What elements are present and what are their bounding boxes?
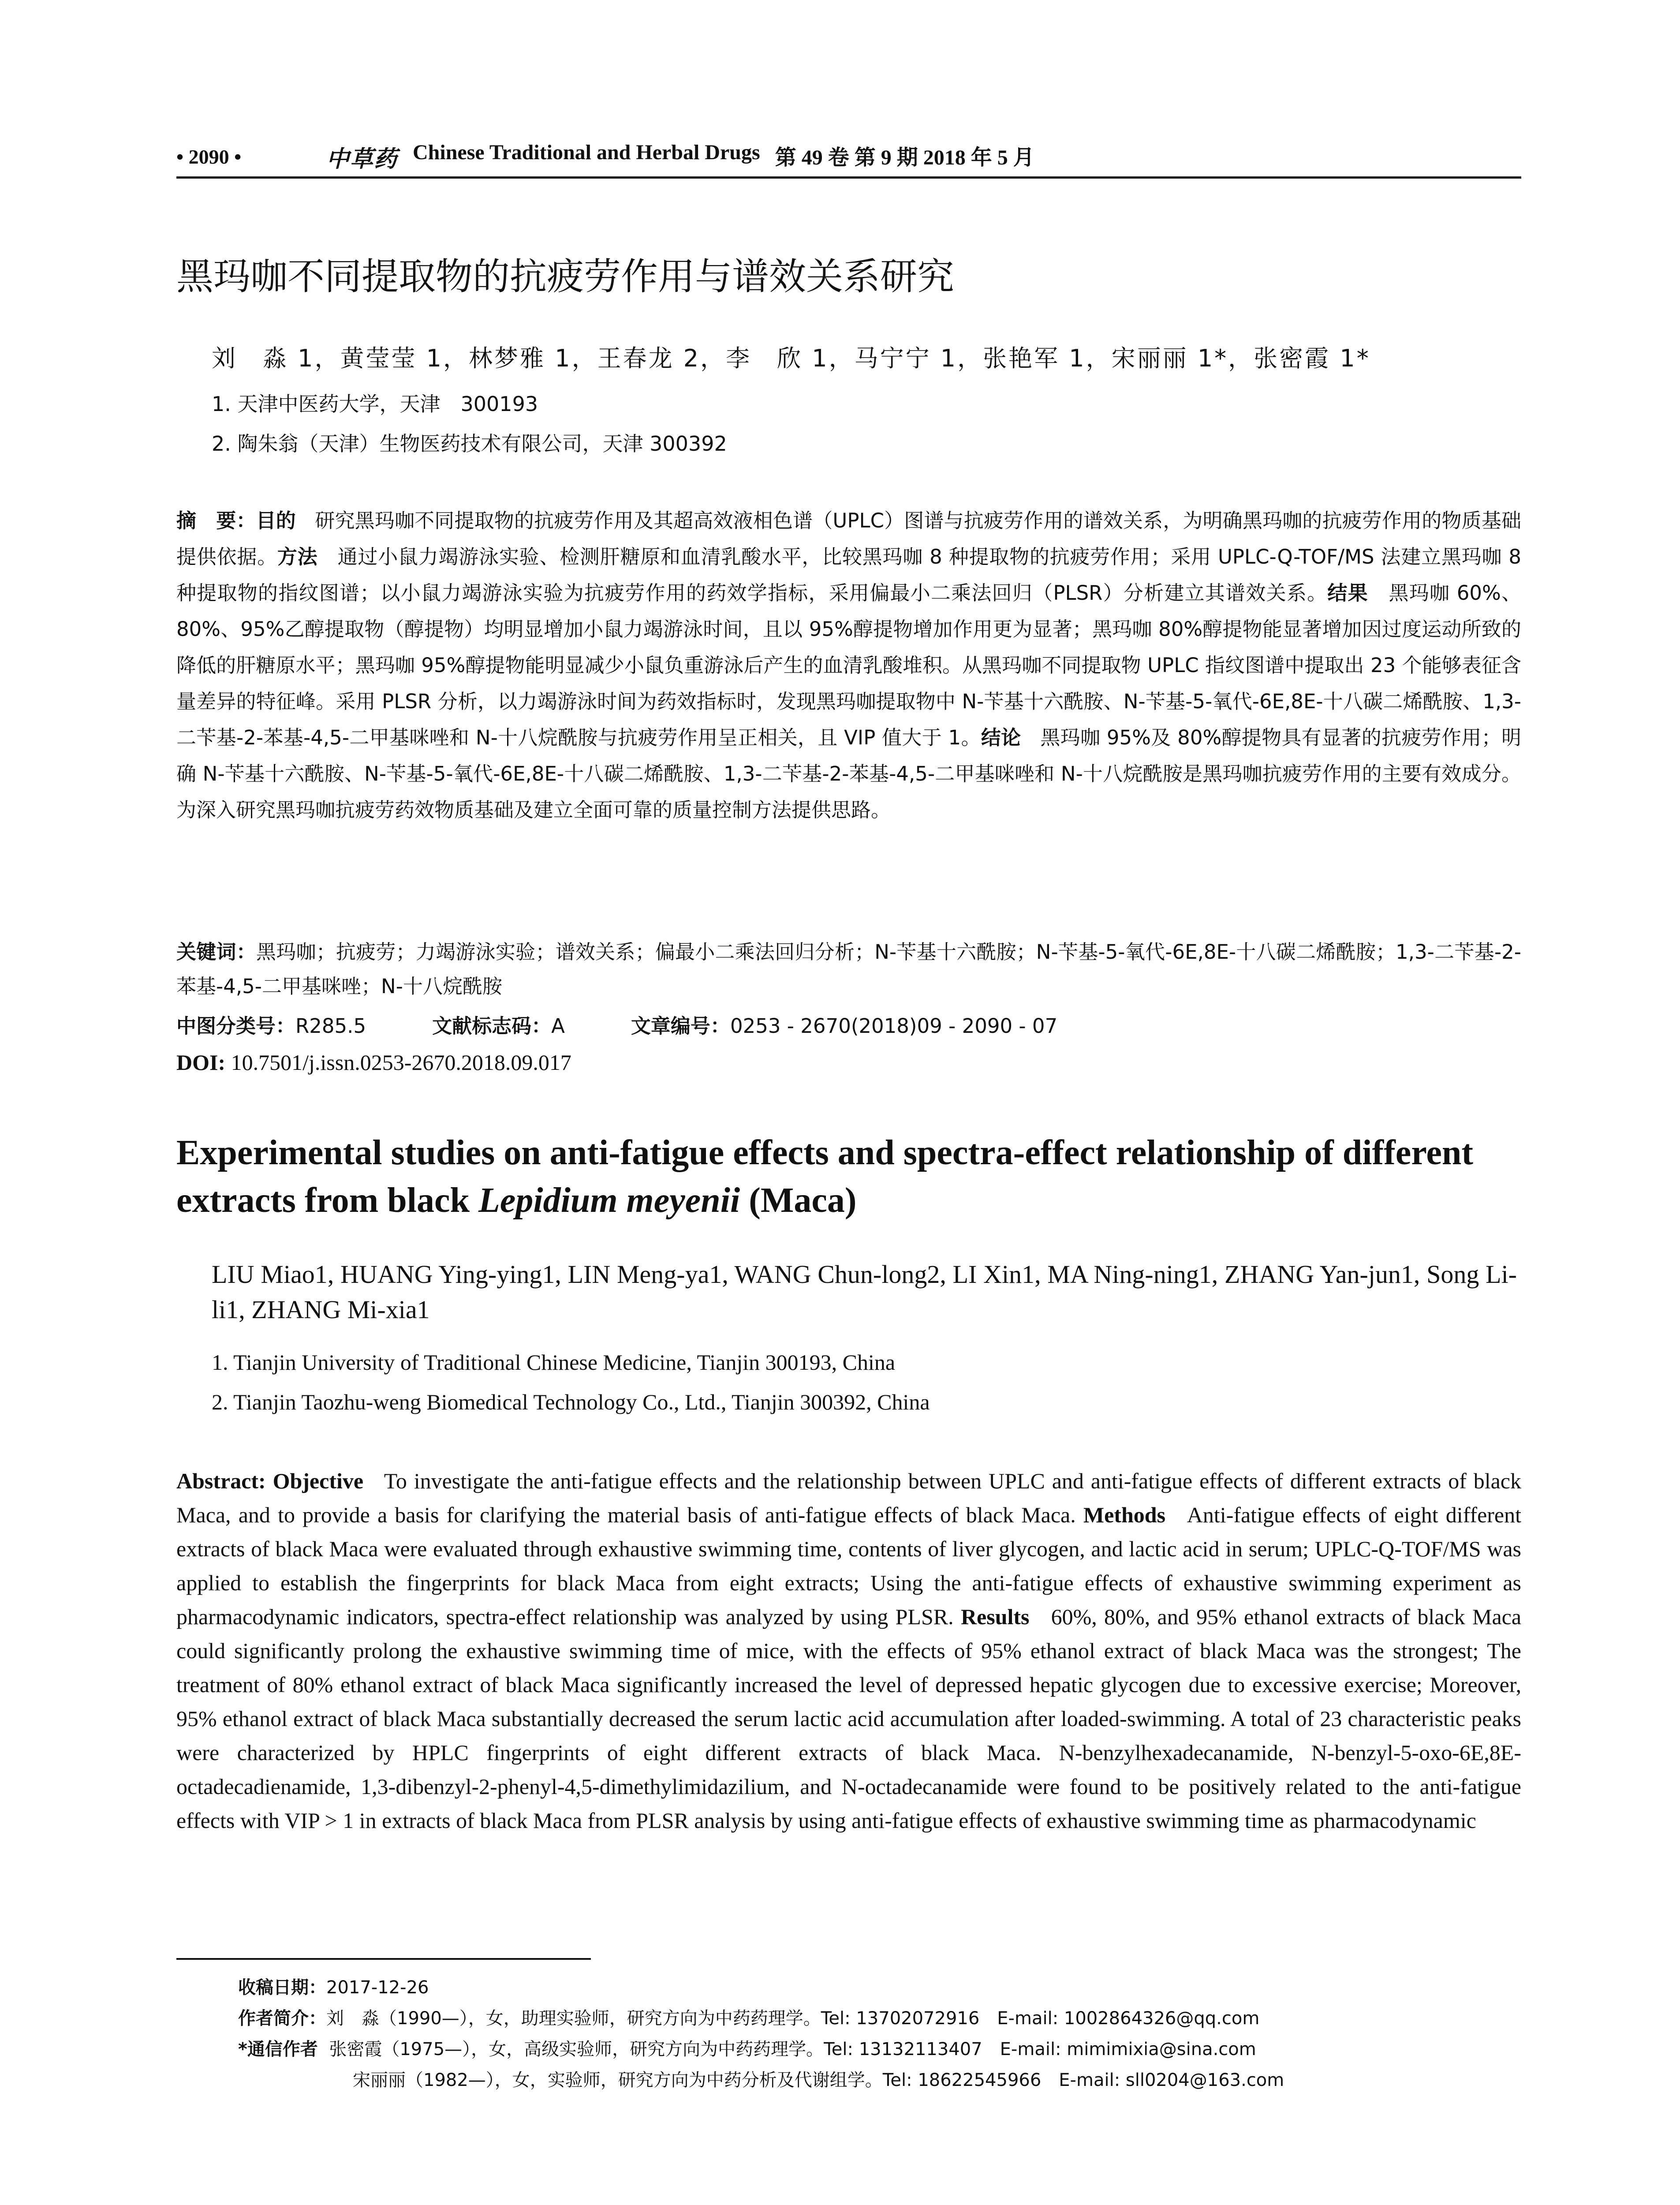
doc-label: 文献标志码： xyxy=(432,1014,552,1038)
page-number: • 2090 • xyxy=(176,145,242,168)
journal-issue: 第 49 卷 第 9 期 2018 年 5 月 xyxy=(775,146,1034,169)
affiliation-cn-1: 1. 天津中医药大学，天津 300193 xyxy=(212,392,538,416)
abstract-cn-label: 摘 要： xyxy=(176,509,256,532)
conclusion-cn-label: 结论 xyxy=(981,726,1021,749)
doc-value: A xyxy=(551,1014,565,1038)
title-english xyxy=(176,1129,1543,1224)
methods-cn-text: 通过小鼠力竭游泳实验、检测肝糖原和血清乳酸水平，比较黑玛咖 8 种提取物的抗疲劳作用；采用 UPLC-Q-TOF/MS 法建立黑玛咖 8 种提取物的指纹图谱；以小鼠力竭游泳实验为抗疲劳作用的药效学指标，采用偏最小二乘法回归（PLSR）分析建立其谱效关系。 xyxy=(176,545,1521,605)
corresponding-label: *通信作者 xyxy=(238,2039,318,2059)
article-label: 文章编号： xyxy=(631,1014,730,1038)
corresponding-author-1: 张密霞（1975—），女，高级实验师，研究方向为中药药理学。Tel: 13132113407 E-mail: mimimixia@sina.com xyxy=(329,2039,1256,2059)
article-value: 0253 - 2670(2018)09 - 2090 - 07 xyxy=(730,1014,1058,1038)
doi-label: DOI: xyxy=(176,1050,226,1075)
results-en-text: 60%, 80%, and 95% ethanol extracts of black Maca could significantly prolong the exhaustive swimming time of mice, with the effects of 95% ethanol extract of black Maca was the strongest; The treatment of 80% ethanol extract of black Maca significantly increased the level of depressed hepatic glycogen due to excessive exercise; Moreover, 95% ethanol extract of black Maca substantially decreased the serum lactic acid accumulation after loaded-swimming. A total of 23 characteristic peaks were characterized by HPLC fingerprints of eight different extracts of black Maca. N-benzylhexadecanamide, N-benzyl-5-oxo-6E,8E-octadecadienamide, 1,3-dibenzyl-2-phenyl-4,5-dimethylimidazilium, and N-octadecanamide were found to be positively related to the anti-fatigue effects with VIP > 1 in extracts of black Maca from PLSR analysis by using anti-fatigue effects of exhaustive swimming time as pharmacodynamic xyxy=(176,1604,1522,1833)
abstract-english xyxy=(176,1464,1521,1838)
received-date: 2017-12-26 xyxy=(326,1977,429,1998)
footnote-corresponding xyxy=(238,2035,1256,2060)
title-en-species: Lepidium meyenii xyxy=(478,1181,740,1220)
classification-line xyxy=(176,1010,1057,1039)
abstract-chinese xyxy=(176,503,1521,828)
results-cn-text: 黑玛咖 60%、80%、95%乙醇提取物（醇提物）均明显增加小鼠力竭游泳时间，且以 95%醇提物增加作用更为显著；黑玛咖 80%醇提物能显著增加因过度运动所致的降低的肝糖原水平；黑玛咖 95%醇提物能明显减少小鼠负重游泳后产生的血清乳酸堆积。从黑玛咖不同提取物 UPLC 指纹图谱中提取出 23 个能够表征含量差异的特征峰。采用 PLSR 分析，以力竭游泳时间为药效指标时，发现黑玛咖提取物中 N-苄基十六酰胺、N-苄基-5-氧代-6E,8E-十八碳二烯酰胺、1,3-二苄基-2-苯基-4,5-二甲基咪唑和 N-十八烷酰胺与抗疲劳作用呈正相关，且 VIP 值大于 1。 xyxy=(176,581,1521,749)
running-header xyxy=(176,137,1521,179)
title-en-main: Experimental studies on anti-fatigue effects and spectra-effect relationship of different extracts from black xyxy=(176,1133,1474,1220)
clc-value: R285.5 xyxy=(295,1014,366,1038)
affiliation-en-1: 1. Tianjin University of Traditional Chinese Medicine, Tianjin 300193, China xyxy=(212,1350,896,1375)
methods-en-text: Anti-fatigue effects of eight different extracts of black Maca were evaluated through exhaustive swimming time, contents of liver glycogen, and lactic acid in serum; UPLC-Q-TOF/MS was applied to establish the fingerprints for black Maca from eight extracts; Using the anti-fatigue effects of exhaustive swimming experiment as pharmacodynamic indicators, spectra-effect relationship was analyzed by using PLSR. xyxy=(176,1502,1522,1629)
title-chinese: 黑玛咖不同提取物的抗疲劳作用与谱效关系研究 xyxy=(176,255,955,298)
objective-cn-text: 研究黑玛咖不同提取物的抗疲劳作用及其超高效液相色谱（UPLC）图谱与抗疲劳作用的谱效关系，为明确黑玛咖的抗疲劳作用的物质基础提供依据。 xyxy=(176,509,1521,568)
abstract-en-label: Abstract: Objective xyxy=(176,1469,364,1493)
objective-en-text: To investigate the anti-fatigue effects and the relationship between UPLC and anti-fatigue effects of different extracts of black Maca, and to provide a basis for clarifying the material basis of anti-fatigue effects of black Maca. xyxy=(176,1469,1522,1527)
received-label: 收稿日期： xyxy=(238,1977,326,1998)
journal-line xyxy=(326,140,1034,173)
authors-english: LIU Miao1, HUANG Ying-ying1, LIN Meng-ya1, WANG Chun-long2, LI Xin1, MA Ning-ning1, ZHANG Yan-jun1, Song Li-li1, ZHANG Mi-xia1 xyxy=(212,1260,1517,1324)
author-bio-label: 作者简介： xyxy=(238,2008,326,2029)
footnote-author xyxy=(238,2004,1259,2029)
doi-line xyxy=(176,1050,571,1075)
doi-value: 10.7501/j.issn.0253-2670.2018.09.017 xyxy=(231,1050,571,1075)
footnote-corresponding-2: 宋丽丽（1982—），女，实验师，研究方向为中药分析及代谢组学。Tel: 18622545966 E-mail: sll0204@163.com xyxy=(353,2070,1284,2090)
footnote-rule xyxy=(176,1958,591,1960)
article-number xyxy=(631,1010,1057,1039)
results-en-label: Results xyxy=(960,1604,1030,1629)
affiliation-en-2: 2. Tianjin Taozhu-weng Biomedical Technology Co., Ltd., Tianjin 300392, China xyxy=(212,1390,930,1414)
keywords-cn-text: 黑玛咖；抗疲劳；力竭游泳实验；谱效关系；偏最小二乘法回归分析；N-苄基十六酰胺；N-苄基-5-氧代-6E,8E-十八碳二烯酰胺；1,3-二苄基-2-苯基-4,5-二甲基咪唑；N-十八烷酰胺 xyxy=(176,940,1521,998)
keywords-chinese xyxy=(176,935,1521,1004)
objective-cn-label: 目的 xyxy=(256,509,296,532)
clc-number xyxy=(176,1010,366,1039)
methods-cn-label: 方法 xyxy=(277,545,318,568)
authors-chinese: 刘 淼 1，黄莹莹 1，林梦雅 1，王春龙 2，李 欣 1，马宁宁 1，张艳军 1，宋丽丽 1*，张密霞 1* xyxy=(212,344,1370,372)
author-bio: 刘 淼（1990—），女，助理实验师，研究方向为中药药理学。Tel: 13702072916 E-mail: 1002864326@qq.com xyxy=(326,2008,1260,2029)
clc-label: 中图分类号： xyxy=(176,1014,296,1038)
methods-en-label: Methods xyxy=(1083,1502,1166,1527)
document-code xyxy=(432,1010,565,1039)
journal-name: Chinese Traditional and Herbal Drugs xyxy=(413,140,760,164)
keywords-cn-label: 关键词： xyxy=(176,940,256,964)
journal-logo: 中草药 xyxy=(326,146,398,172)
affiliation-cn-2: 2. 陶朱翁（天津）生物医药技术有限公司，天津 300392 xyxy=(212,432,727,456)
footnote-received xyxy=(238,1973,429,1999)
title-en-suffix: (Maca) xyxy=(740,1181,857,1220)
conclusion-cn-text: 黑玛咖 95%及 80%醇提物具有显著的抗疲劳作用；明确 N-苄基十六酰胺、N-苄基-5-氧代-6E,8E-十八碳二烯酰胺、1,3-二苄基-2-苯基-4,5-二甲基咪唑和 N-十八烷酰胺是黑玛咖抗疲劳作用的主要有效成分。为深入研究黑玛咖抗疲劳药效物质基础及建立全面可靠的质量控制方法提供思路。 xyxy=(176,726,1521,822)
results-cn-label: 结果 xyxy=(1327,581,1368,605)
